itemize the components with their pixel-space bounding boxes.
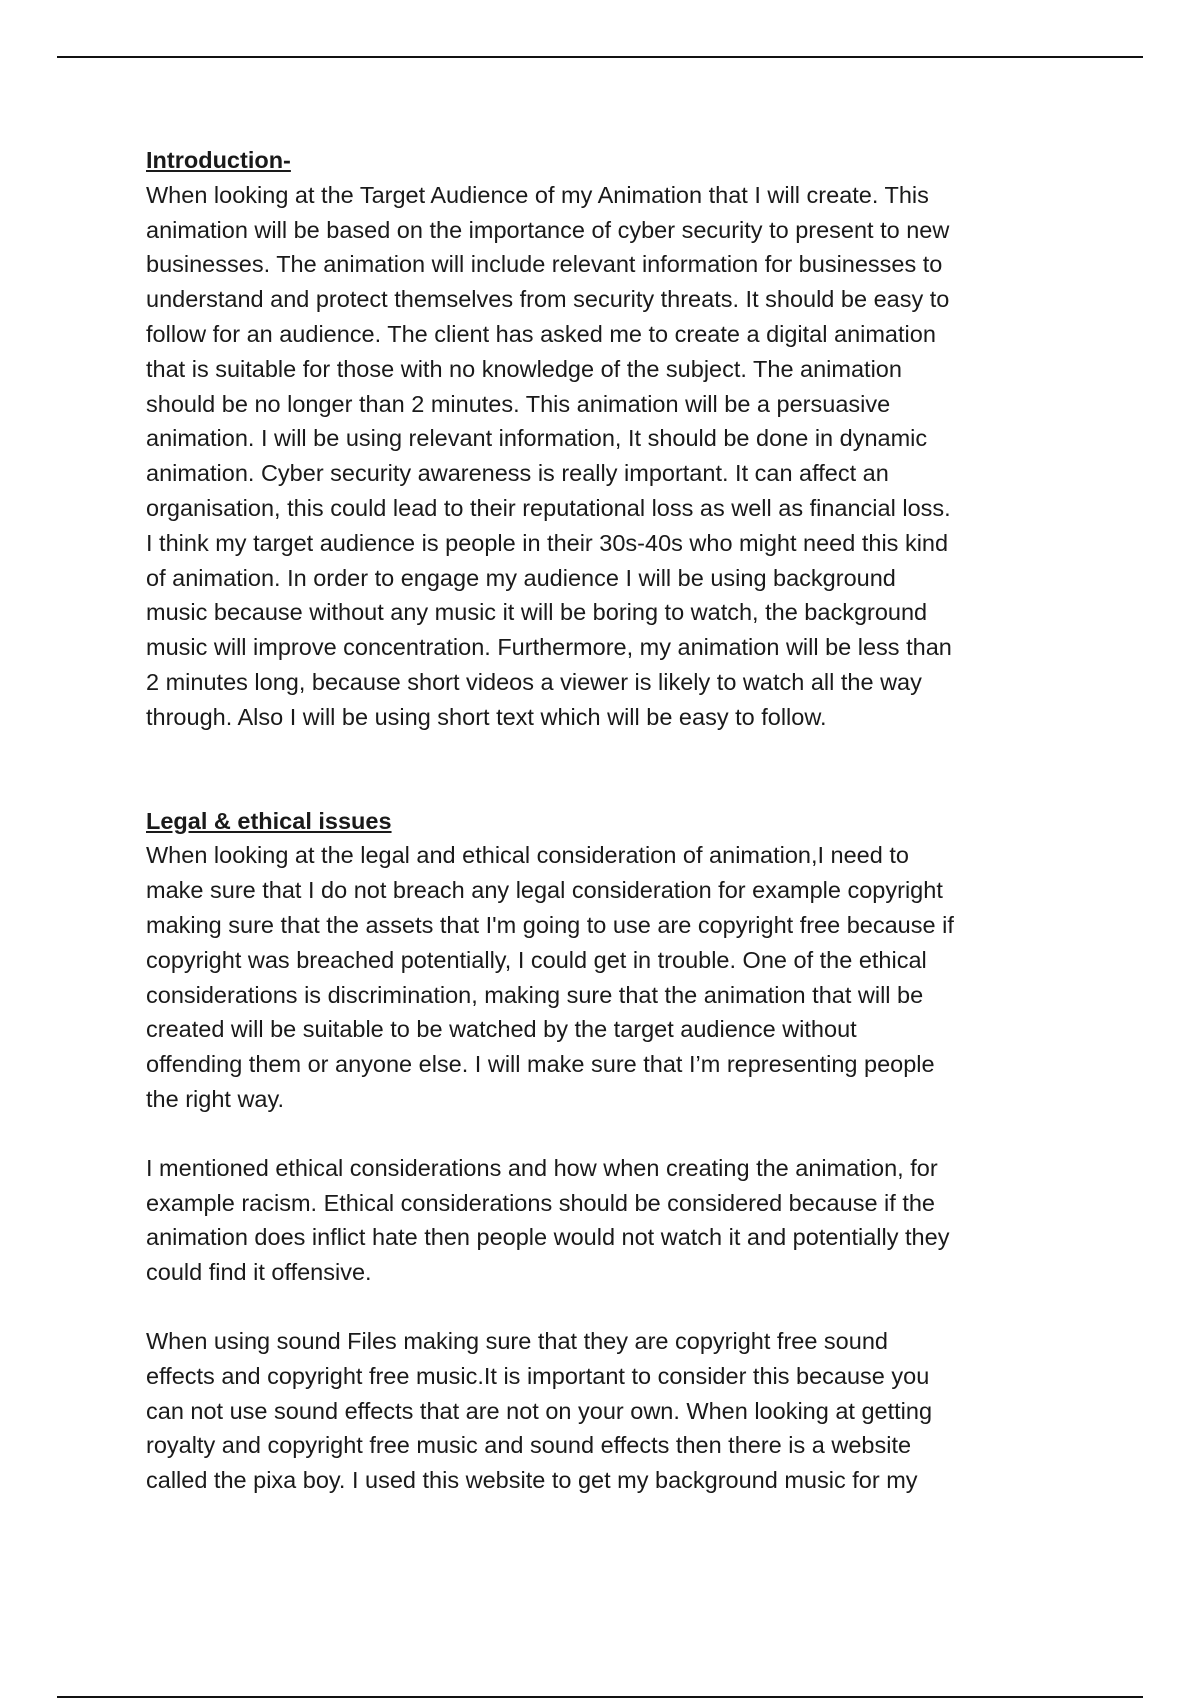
section-spacer bbox=[146, 735, 1096, 804]
paragraph: When looking at the Target Audience of my Animation that I will create. This animation will be based on the importance of cyber security to present to new businesses. The animation will include relevant information for businesses to understand and protect themselves from security threats. It should be easy to follow for an audience. The client has asked me to create a digital animation that is suitable for those with no knowledge of the subject. The animation should be no longer than 2 minutes. This animation will be a persuasive animation. I will be using relevant information, It should be done in dynamic animation. Cyber security awareness is really important. It can affect an organisation, this could lead to their reputational loss as well as financial loss. I think my target audience is people in their 30s-40s who might need this kind of animation. In order to engage my audience I will be using background music because without any music it will be boring to watch, the background music will improve concentration. Furthermore, my animation will be less than 2 minutes long, because short videos a viewer is likely to watch all the way through. Also I will be using short text which will be easy to follow. bbox=[146, 181, 952, 730]
paragraph: When looking at the legal and ethical consideration of animation,I need to make sure that I do not breach any legal consideration for example copyright making sure that the assets that I'm going to use are copyright free because if copyright was breached potentially, I could get in trouble. One of the ethical considerations is discrimination, making sure that the animation that will be created will be suitable to be watched by the target audience without offending them or anyone else. I will make sure that I’m representing people the right way. bbox=[146, 842, 954, 1112]
paragraph: When using sound Files making sure that they are copyright free sound effects and copyright free music.It is important to consider this because you can not use sound effects that are not on your own. When looking at getting royalty and copyright free music and sound effects then there is a website called the pixa boy. I used this website to get my background music for my bbox=[146, 1327, 933, 1494]
paragraph-spacer bbox=[146, 1117, 1096, 1151]
section-heading: Introduction- bbox=[146, 147, 291, 173]
paragraph-spacer bbox=[146, 1290, 1096, 1324]
section-heading: Legal & ethical issues bbox=[146, 807, 392, 834]
document-body bbox=[146, 143, 1096, 1498]
bottom-rule bbox=[57, 1696, 1143, 1698]
section-introduction bbox=[146, 143, 1096, 735]
paragraph: I mentioned ethical considerations and how when creating the animation, for example racism. Ethical considerations should be considered because if the animation does inflict hate then people would not watch it and potentially they could find it offensive. bbox=[146, 1154, 950, 1286]
top-rule bbox=[57, 56, 1143, 58]
section-legal-ethical bbox=[146, 804, 1096, 1498]
